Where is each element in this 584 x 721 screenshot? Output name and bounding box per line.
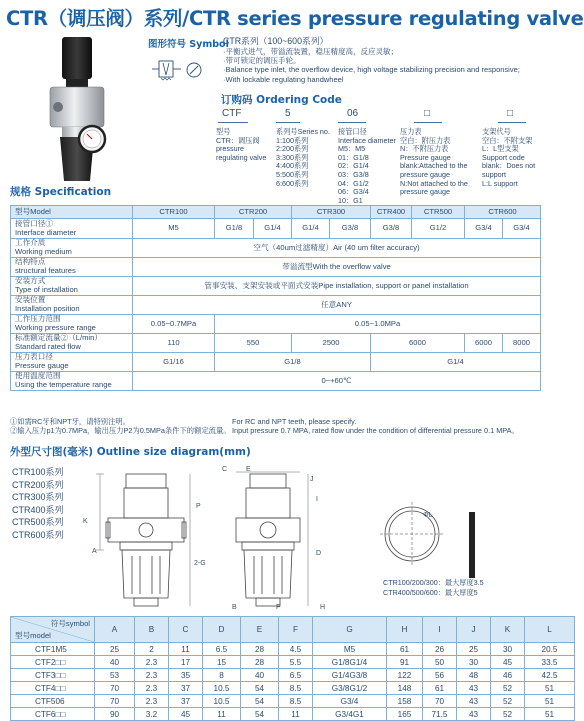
model-cell: CTF6□□ xyxy=(11,708,95,721)
dim-cell: 48 xyxy=(457,669,491,682)
row-label: 工作压力范围 Working pressure range xyxy=(11,315,133,334)
table-row xyxy=(11,695,575,708)
spec-row-structure xyxy=(11,258,541,277)
dim-cell: G1/4G3/8 xyxy=(313,669,387,682)
row-label: 使用温度范围 Using the temperature range xyxy=(11,372,133,391)
dim-cell: 56 xyxy=(423,669,457,682)
product-image xyxy=(40,35,114,185)
dim-cell: 43 xyxy=(457,708,491,721)
dim-cell: 37 xyxy=(169,695,203,708)
side-view-drawing xyxy=(218,470,318,610)
dim-cell: G3/4 xyxy=(313,695,387,708)
spec-row-install-pos xyxy=(11,296,541,315)
dim-cell: G1/8G1/4 xyxy=(313,656,387,669)
dim-cell: 52 xyxy=(491,708,525,721)
code-port: 06 xyxy=(347,108,359,119)
dim-cell: 91 xyxy=(387,656,423,669)
label-k: K xyxy=(83,518,88,525)
series-column: 系列号Series no. 1:100系列 2:200系列 3:300系列 4:400系列 5:500系列 6:600系列 xyxy=(276,127,330,188)
pressure-cell: 0.05~0.7MPa xyxy=(133,315,215,334)
dim-cell: 148 xyxy=(387,682,423,695)
dim-cell: 52 xyxy=(491,695,525,708)
dim-cell: 70 xyxy=(95,682,135,695)
thickness-note: CTR100/200/300：最大厚度3.5 CTR400/500/600：最大厚度5 xyxy=(383,578,484,597)
outline-heading: 外型尺寸图(毫米) Outline size diagram(mm) xyxy=(10,446,251,458)
dim-cell: 54 xyxy=(241,695,279,708)
medium-cell: 空气（40um过滤精度）Air (40 um filter accuracy) xyxy=(133,239,541,258)
column-header: L xyxy=(525,617,575,643)
model-label: 型号Model xyxy=(11,206,133,219)
dim-cell: 90 xyxy=(95,708,135,721)
column-header: B xyxy=(135,617,169,643)
model-cell: CTR400 xyxy=(371,206,412,219)
model-cell: CTR300 xyxy=(292,206,371,219)
panel-thickness-drawing xyxy=(466,512,478,578)
dim-cell: 2.3 xyxy=(135,682,169,695)
gauge-cell: G1/16 xyxy=(133,353,215,372)
model-cell: CTF4□□ xyxy=(11,682,95,695)
spec-notes-cn: ①如需RC牙和NPT牙，请特别注明。 ②输入压力p1为0.7MPa，输出压力P2为0.5MPa条件下的额定流量。 xyxy=(10,417,231,435)
dim-cell: 3.2 xyxy=(135,708,169,721)
dim-cell: 2.3 xyxy=(135,669,169,682)
dim-cell: 8.5 xyxy=(279,682,313,695)
spec-table xyxy=(10,205,541,391)
dim-cell: 10.5 xyxy=(203,682,241,695)
support-column: 支架代号 空白：不附支架 L：L型支架 Support code blank：Does not support L:L support xyxy=(482,127,536,188)
row-label: 工作介质 Working medium xyxy=(11,239,133,258)
spec-heading: 规格 Specification xyxy=(10,186,112,198)
dim-cell: 54 xyxy=(241,708,279,721)
dim-cell: 30 xyxy=(491,643,525,656)
dim-cell: 54 xyxy=(241,682,279,695)
column-header: C xyxy=(169,617,203,643)
dim-cell: 46 xyxy=(491,669,525,682)
dim-cell: 20.5 xyxy=(525,643,575,656)
model-cell: CTF1M5 xyxy=(11,643,95,656)
model-cell: CTF3□□ xyxy=(11,669,95,682)
table-row xyxy=(11,656,575,669)
dim-cell: 165 xyxy=(387,708,423,721)
outline-model-list: CTR100系列 CTR200系列 CTR300系列 CTR400系列 CTR500系列 CTR600系列 xyxy=(12,467,64,540)
spec-row-port xyxy=(11,219,541,239)
code-type: CTF xyxy=(222,108,242,119)
label-b: B xyxy=(232,604,237,611)
dim-cell: 4.5 xyxy=(279,643,313,656)
row-label: 安装方式 Type of installation xyxy=(11,277,133,296)
dim-cell: 2 xyxy=(135,643,169,656)
dim-cell: 53 xyxy=(95,669,135,682)
dim-cell: 26 xyxy=(423,643,457,656)
label-c: C xyxy=(222,466,228,473)
dim-cell: 28 xyxy=(241,643,279,656)
dim-cell: 25 xyxy=(457,643,491,656)
dim-cell: 6.5 xyxy=(279,669,313,682)
column-header: J xyxy=(457,617,491,643)
symbol-description: CTR系列（100~600系列） ·平衡式进气，带溢流装置，稳压精度高，反应灵敏； ·带可锁定的调压手轮。 ·Balance type inlet, the overflow device, high voltage stabilizing precision and responsive; ·With lockable regulating handwheel xyxy=(223,36,520,84)
port-cell: G3/4 xyxy=(465,219,503,239)
port-cell: G1/8 xyxy=(215,219,254,239)
model-cell: CTF506 xyxy=(11,695,95,708)
dim-cell: 30 xyxy=(457,656,491,669)
spec-notes-en: For RC and NPT teeth, please specify. Input pressure 0.7 MPA, rated flow under the condition of differential pressure 0.1 MPA。 xyxy=(232,417,519,435)
port-cell: G1/2 xyxy=(412,219,465,239)
column-header: A xyxy=(95,617,135,643)
pressure-cell: 0.05~1.0MPa xyxy=(215,315,541,334)
gauge-cell: G1/8 xyxy=(215,353,371,372)
dim-cell: 43 xyxy=(457,695,491,708)
temp-cell: 0~+60℃ xyxy=(133,372,541,391)
page-title: CTR（调压阀）系列/CTR series pressure regulating valve xyxy=(6,7,584,30)
dim-cell: 45 xyxy=(169,708,203,721)
flow-cell: 6000 xyxy=(465,334,503,353)
code-series: 5 xyxy=(285,108,291,119)
dim-cell: 5.5 xyxy=(279,656,313,669)
label-i: I xyxy=(316,496,318,503)
dim-cell: G3/8G1/2 xyxy=(313,682,387,695)
install-type-cell: 管事安装、支架安装或平面式安装Pipe installation, support or panel installation xyxy=(133,277,541,296)
dim-cell: 11 xyxy=(203,708,241,721)
flow-cell: 110 xyxy=(133,334,215,353)
spec-header-row xyxy=(11,206,541,219)
front-view-drawing xyxy=(94,470,198,610)
symbol-label: 符号symbol xyxy=(50,619,90,628)
column-header: I xyxy=(423,617,457,643)
model-label: 型号model xyxy=(15,631,51,640)
dim-cell: 71.5 xyxy=(423,708,457,721)
dim-cell: 10.5 xyxy=(203,695,241,708)
dim-cell: 52 xyxy=(491,682,525,695)
port-cell: G3/8 xyxy=(371,219,412,239)
dim-cell: 45 xyxy=(491,656,525,669)
dim-cell: 42.5 xyxy=(525,669,575,682)
table-row xyxy=(11,708,575,721)
dim-cell: 25 xyxy=(95,643,135,656)
port-cell: G1/4 xyxy=(292,219,330,239)
dim-cell: 33.5 xyxy=(525,656,575,669)
port-cell: M5 xyxy=(133,219,215,239)
label-phi-l: ΦL xyxy=(423,512,433,519)
dim-cell: 40 xyxy=(241,669,279,682)
dim-cell: 51 xyxy=(525,708,575,721)
dim-cell: 2.3 xyxy=(135,656,169,669)
gauge-column: 压力表 空白：附压力表 N：不附压力表 Pressure gauge blank:Attached to the pressure gauge N:Not attached to the pressure gauge xyxy=(400,127,468,197)
dim-cell: 28 xyxy=(241,656,279,669)
row-label: 标准额定流量②（L/min） Standard rated flow xyxy=(11,334,133,353)
dim-cell: G3/4G1 xyxy=(313,708,387,721)
dim-cell: 6.5 xyxy=(203,643,241,656)
flow-cell: 550 xyxy=(215,334,292,353)
model-cell: CTR500 xyxy=(412,206,465,219)
flow-cell: 8000 xyxy=(503,334,541,353)
regulator-symbol-icon xyxy=(150,57,184,83)
dim-cell: 70 xyxy=(95,695,135,708)
label-a: A xyxy=(92,548,97,555)
dim-cell: 37 xyxy=(169,682,203,695)
structure-cell: 带溢流型With the overflow valve xyxy=(133,258,541,277)
row-label: 接管口径① Interface diameter xyxy=(11,219,133,239)
dim-cell: 70 xyxy=(423,695,457,708)
code-support: □ xyxy=(507,108,514,119)
dim-cell: 50 xyxy=(423,656,457,669)
port-column: 接管口径 Interface diameter M5：M5 01：G1/8 02：G1/4 03：G3/8 04：G1/2 06：G3/4 10：G1 xyxy=(338,127,396,205)
port-cell: G3/4 xyxy=(503,219,541,239)
column-header: F xyxy=(279,617,313,643)
type-column: 型号 CTR：调压阀 pressure regulating valve xyxy=(216,127,267,162)
dim-cell: 2.3 xyxy=(135,695,169,708)
label-h: H xyxy=(320,604,326,611)
label-d: D xyxy=(316,550,322,557)
row-label: 压力表口径 Pressure gauge xyxy=(11,353,133,372)
spec-row-flow xyxy=(11,334,541,353)
spec-row-temp xyxy=(11,372,541,391)
model-cell: CTR200 xyxy=(215,206,292,219)
table-row xyxy=(11,669,575,682)
model-cell: CTF2□□ xyxy=(11,656,95,669)
dim-cell: 8.5 xyxy=(279,695,313,708)
table-row xyxy=(11,682,575,695)
code-underline xyxy=(414,122,442,123)
flow-cell: 2500 xyxy=(292,334,371,353)
install-pos-cell: 任意ANY xyxy=(133,296,541,315)
port-cell: G1/4 xyxy=(254,219,292,239)
code-underline xyxy=(498,122,526,123)
label-e: E xyxy=(246,466,251,473)
column-header: K xyxy=(491,617,525,643)
column-header: G xyxy=(313,617,387,643)
symbol-heading: 图形符号 Symbol xyxy=(148,39,229,50)
spec-row-gauge xyxy=(11,353,541,372)
dim-cell: 51 xyxy=(525,682,575,695)
dim-cell: 11 xyxy=(169,643,203,656)
column-header: E xyxy=(241,617,279,643)
label-f: F xyxy=(276,604,281,611)
dim-cell: 40 xyxy=(95,656,135,669)
code-underline xyxy=(338,122,366,123)
spec-row-pressure xyxy=(11,315,541,334)
dim-cell: 35 xyxy=(169,669,203,682)
gauge-symbol-icon xyxy=(184,60,204,80)
dim-cell: M5 xyxy=(313,643,387,656)
dim-cell: 11 xyxy=(279,708,313,721)
gauge-cell: G1/4 xyxy=(371,353,541,372)
model-cell: CTR600 xyxy=(465,206,541,219)
dim-cell: 43 xyxy=(457,682,491,695)
dim-cell: 61 xyxy=(387,643,423,656)
symbol-model-header xyxy=(11,617,95,643)
dimension-table xyxy=(10,616,575,721)
dim-cell: 158 xyxy=(387,695,423,708)
column-header: D xyxy=(203,617,241,643)
model-cell: CTR100 xyxy=(133,206,215,219)
row-label: 结构特点 structural features xyxy=(11,258,133,277)
dim-cell: 15 xyxy=(203,656,241,669)
row-label: 安装位置 Installation position xyxy=(11,296,133,315)
port-cell: G3/8 xyxy=(330,219,371,239)
flow-cell: 6000 xyxy=(371,334,465,353)
dim-cell: 122 xyxy=(387,669,423,682)
spec-row-medium xyxy=(11,239,541,258)
table-row xyxy=(11,643,575,656)
spec-row-install-type xyxy=(11,277,541,296)
panel-ring-drawing xyxy=(376,498,466,572)
ordering-heading: 订购码 Ordering Code xyxy=(221,94,342,106)
code-underline xyxy=(276,122,300,123)
dim-cell: 17 xyxy=(169,656,203,669)
label-2g: 2-G xyxy=(194,560,206,567)
code-underline xyxy=(218,122,248,123)
dim-cell: 61 xyxy=(423,682,457,695)
label-j: J xyxy=(310,476,314,483)
code-gauge: □ xyxy=(424,108,431,119)
dimension-header-row xyxy=(11,617,575,643)
dim-cell: 8 xyxy=(203,669,241,682)
dim-cell: 51 xyxy=(525,695,575,708)
column-header: H xyxy=(387,617,423,643)
label-p: P xyxy=(196,503,201,510)
